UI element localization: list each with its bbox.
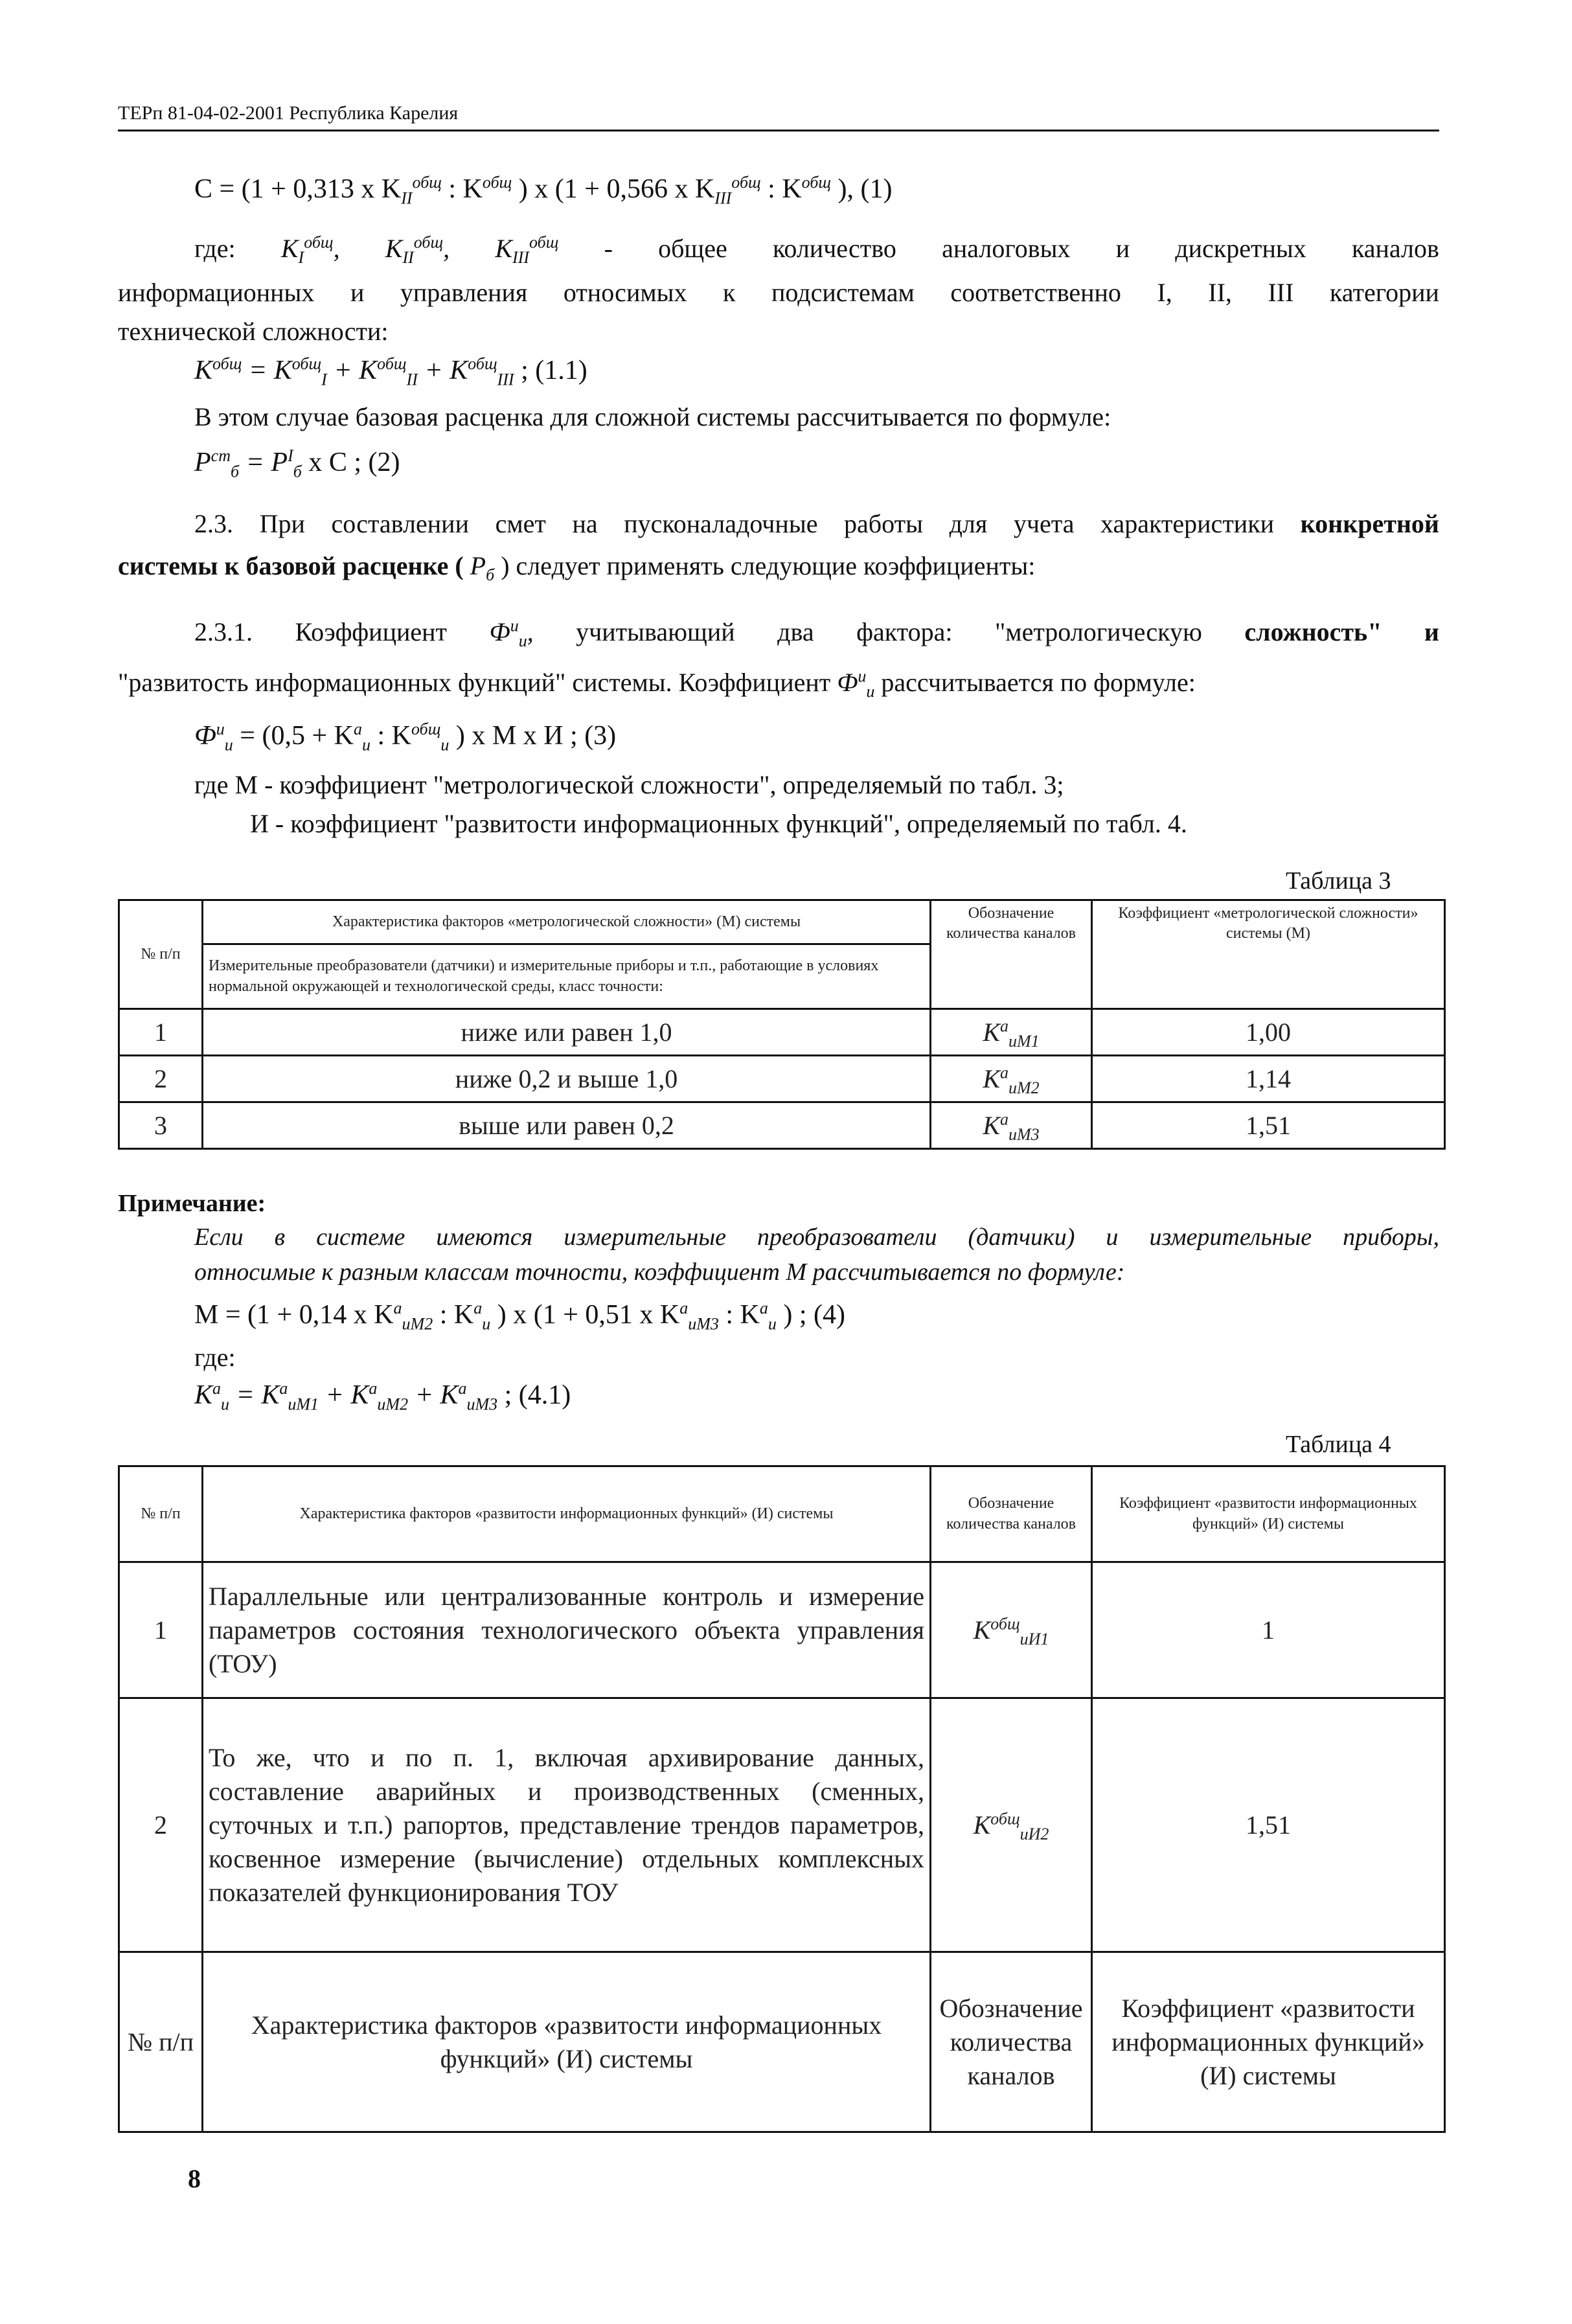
table-4-row-2-text: То же, что и по п. 1, включая архивирование данных, составление аварийных и производственных (сменных, суточных и т.п.) рапортов, представление трендов параметров, косвенное измерение (вычисление) отдельных комплексных показателей функционирования ТОУ bbox=[203, 1698, 931, 1952]
table-row bbox=[119, 1562, 1445, 1698]
table-row bbox=[119, 1102, 1445, 1149]
formula-4-1: $K^а_и = K^а_{иМ1} + K^а_{иМ2} + K^а_{иМ3}$ ; (4.1) bbox=[194, 1379, 571, 1414]
table-3 bbox=[118, 899, 1446, 1150]
table-3-header-num: № п/п bbox=[119, 900, 203, 1009]
where-line-3: технической сложности: bbox=[118, 317, 389, 346]
where-line-2: информационных и управления относимых к подсистемам соответственно I, II, III категории bbox=[118, 278, 1439, 307]
table-3-row-3-text: выше или равен 0,2 bbox=[203, 1102, 931, 1149]
note-title: Примечание: bbox=[118, 1190, 266, 1217]
table-3-header-designation: Обозначение количества каналов bbox=[931, 900, 1092, 1009]
table-4-repeat-num: № п/п bbox=[119, 1952, 203, 2132]
table-3-row-1-num: 1 bbox=[119, 1009, 203, 1056]
header-rule bbox=[118, 130, 1439, 131]
page-header: ТЕРп 81-04-02-2001 Республика Карелия bbox=[118, 102, 459, 124]
table-4-row-1-value: 1 bbox=[1092, 1562, 1445, 1698]
table-4-header-char: Характеристика факторов «развитости информационных функций» (И) системы bbox=[203, 1466, 931, 1562]
table-3-row-3-k: $K^а_{иМ3}$ bbox=[931, 1102, 1092, 1149]
table-4-row-2-num: 2 bbox=[119, 1698, 203, 1952]
table-row bbox=[119, 1698, 1445, 1952]
table-4-header-designation: Обозначение количества каналов bbox=[931, 1466, 1092, 1562]
table-4-repeat-designation: Обозначение количества каналов bbox=[931, 1952, 1092, 2132]
table-4-row-2-k: $K^{общ}_{иИ2}$ bbox=[931, 1698, 1092, 1952]
table-3-row-3-num: 3 bbox=[119, 1102, 203, 1149]
formula-3: $Ф^и_и = (0,5 + K^а_и$ : $K^{общ}_и$ ) x M x И ; (3) bbox=[194, 720, 617, 755]
table-3-row-2-k: $K^а_{иМ2}$ bbox=[931, 1056, 1092, 1102]
table-4-caption: Таблица 4 bbox=[1286, 1431, 1391, 1458]
table-4-header-num: № п/п bbox=[119, 1466, 203, 1562]
section-2-3-line-2: системы к базовой расценке ( $P_б$ ) следует применять следующие коэффициенты: bbox=[118, 551, 1036, 584]
where-m: где М - коэффициент "метрологической сложности", определяемый по табл. 3; bbox=[194, 770, 1064, 799]
table-row bbox=[119, 1056, 1445, 1102]
note-line-1: Если в системе имеются измерительные преобразователи (датчики) и измерительные приборы, bbox=[194, 1224, 1439, 1251]
table-row bbox=[119, 1009, 1445, 1056]
table-4-row-1-k: $K^{общ}_{иИ1}$ bbox=[931, 1562, 1092, 1698]
table-3-header-char-sub: Измерительные преобразователи (датчики) и измерительные приборы и т.п., работающие в условиях нормальной окружающей и технологической среды, класс точности: bbox=[203, 944, 931, 1009]
table-3-header-char: Характеристика факторов «метрологической сложности» (М) системы bbox=[203, 900, 931, 944]
table-3-row-2-num: 2 bbox=[119, 1056, 203, 1102]
table-3-caption: Таблица 3 bbox=[1286, 867, 1391, 894]
note-where: где: bbox=[194, 1343, 236, 1372]
table-3-row-2-value: 1,14 bbox=[1092, 1056, 1445, 1102]
table-3-row-2-text: ниже 0,2 и выше 1,0 bbox=[203, 1056, 931, 1102]
table-4-repeat-coef: Коэффициент «развитости информационных функций» (И) системы bbox=[1092, 1952, 1445, 2132]
formula-1-1: $K^{общ} = K^{общ}_I + K^{общ}_{II} + K^{общ}_{III}$ ; (1.1) bbox=[194, 354, 587, 389]
base-price-text: В этом случае базовая расценка для сложной системы рассчитывается по формуле: bbox=[194, 402, 1111, 431]
note-line-2: относимые к разным классам точности, коэффициент М рассчитывается по формуле: bbox=[194, 1259, 1125, 1286]
table-3-row-1-value: 1,00 bbox=[1092, 1009, 1445, 1056]
formula-1: C = (1 + 0,313 x $K_{II}^{общ}$ : $K^{общ}$ ) x (1 + 0,566 x $K_{III}^{общ}$ : $K^{общ}$ ), (1) bbox=[194, 173, 893, 208]
where-i: И - коэффициент "развитости информационных функций", определяемый по табл. 4. bbox=[250, 809, 1187, 838]
table-4-row-1-num: 1 bbox=[119, 1562, 203, 1698]
where-line-1: где: $K_I^{общ}$, $K_{II}^{общ}$, $K_{III}^{общ}$ - общее количество аналоговых и дискретных каналов bbox=[194, 233, 1439, 267]
section-2-3-1-line-2: "развитость информационных функций" системы. Коэффициент $Ф^и_и$ рассчитывается по формуле: bbox=[118, 666, 1196, 701]
table-3-row-1-text: ниже или равен 1,0 bbox=[203, 1009, 931, 1056]
section-2-3-line-1: 2.3. При составлении смет на пусконаладочные работы для учета характеристики конкретной bbox=[194, 509, 1439, 538]
table-3-row-1-k: $K^а_{иМ1}$ bbox=[931, 1009, 1092, 1056]
table-3-row-3-value: 1,51 bbox=[1092, 1102, 1445, 1149]
table-3-header-coef: Коэффициент «метрологической сложности» системы (М) bbox=[1092, 900, 1445, 1009]
table-4 bbox=[118, 1465, 1446, 2133]
table-4-row-1-text: Параллельные или централизованные контроль и измерение параметров состояния технологического объекта управления (ТОУ) bbox=[203, 1562, 931, 1698]
table-4-repeated-header bbox=[119, 1952, 1445, 2132]
formula-4: M = (1 + 0,14 x $K^а_{иМ2}$ : $K^а_и$ ) x (1 + 0,51 x $K^а_{иМ3}$ : $K^а_и$ ) ; (4) bbox=[194, 1299, 846, 1334]
formula-2: $P^{ст}_б = P^I_б$ x C ; (2) bbox=[194, 446, 400, 481]
page-number: 8 bbox=[188, 2164, 201, 2193]
section-2-3-1-line-1: 2.3.1. Коэффициент $Ф^и_и$, учитывающий два фактора: "метрологическую сложность" и bbox=[194, 616, 1439, 650]
table-4-row-2-value: 1,51 bbox=[1092, 1698, 1445, 1952]
table-4-repeat-char: Характеристика факторов «развитости информационных функций» (И) системы bbox=[203, 1952, 931, 2132]
table-4-header-coef: Коэффициент «развитости информационных функций» (И) системы bbox=[1092, 1466, 1445, 1562]
